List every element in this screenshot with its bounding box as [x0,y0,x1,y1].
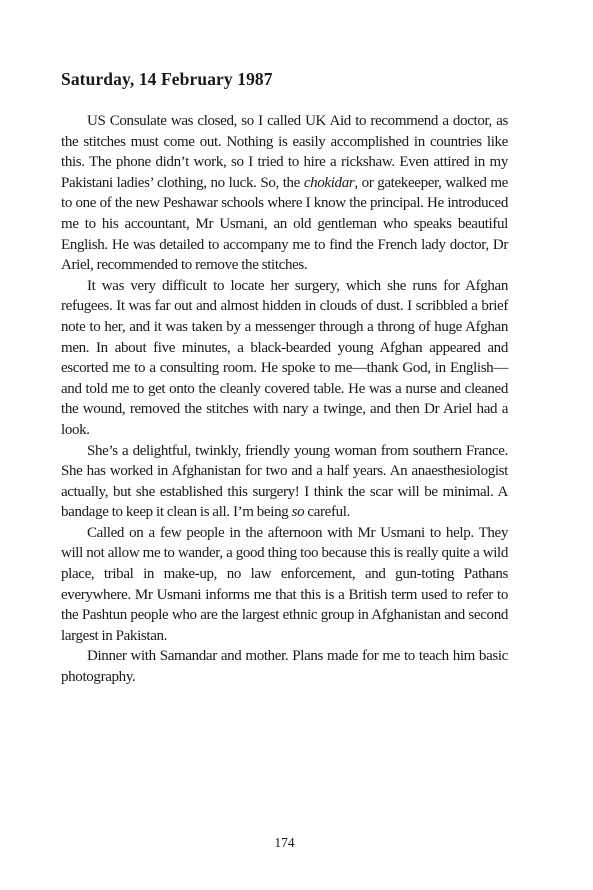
paragraph-3-text: She’s a delightful, twinkly, friendly young woman from southern France. She has worked in Afghanistan for two and a half years. An anaesthesiologist actually, but she established this surgery! I think the scar will be minimal. A bandage to keep it clean is all. I’m being [61,442,508,521]
page-number: 174 [274,835,295,850]
entry-heading: Saturday, 14 February 1987 [61,69,273,89]
paragraph-3 [61,441,508,523]
paragraph-2-text: It was very difficult to locate her surgery, which she runs for Afghan refugees. It was far out and almost hidden in clouds of dust. I scribbled a brief note to her, and it was taken by a messenger through a throng of huge Afghan men. In about five minutes, a black-bearded young Afghan appeared and escorted me to a consulting room. He spoke to me—thank God, in English—and told me to get onto the cleanly covered table. He was a nurse and cleaned the wound, removed the stitches with nary a twinge, and then Dr Ariel had a look. [61,277,508,438]
paragraph-1-text: US Consulate was closed, so I called UK Aid to recommend a doctor, as the stitches must come out. Nothing is easily accomplished in countries like this. The phone didn’t work, so I tried to hire a rickshaw. Even attired in my Pakistani ladies’ clothing, no luck. So, the [61,113,508,191]
paragraph-5-text: Dinner with Samandar and mother. Plans made for me to teach him basic photography. [61,648,508,686]
paragraph-2 [61,276,508,441]
paragraph-5 [61,646,508,687]
paragraph-3-text-cont: careful. [304,504,350,521]
paragraph-4-text: Called on a few people in the afternoon with Mr Usmani to help. They will not allow me to wander, a good thing too because this is really quite a wild place, tribal in make-up, no law enforcement, and gun-toting Pathans everywhere. Mr Usmani informs me that this is a British term used to refer to the Pashtun people who are the largest ethnic group in Afghanistan and second largest in Pakistan. [61,524,508,644]
paragraph-4 [61,523,508,647]
paragraph-1 [61,111,508,276]
so-emphasis: so [291,504,305,521]
entry-body [61,111,508,688]
chokidar-term: chokidar [303,174,355,191]
book-page [61,0,508,890]
paragraph-1-text-cont: , or gatekeeper, walked me to one of the new Peshawar schools where I know the principal. He introduced me to his accountant, Mr Usmani, an old gentleman who speaks beautiful English. He was detailed to accompany me to find the French lady doctor, Dr Ariel, recommended to remove the stitches. [61,174,508,274]
